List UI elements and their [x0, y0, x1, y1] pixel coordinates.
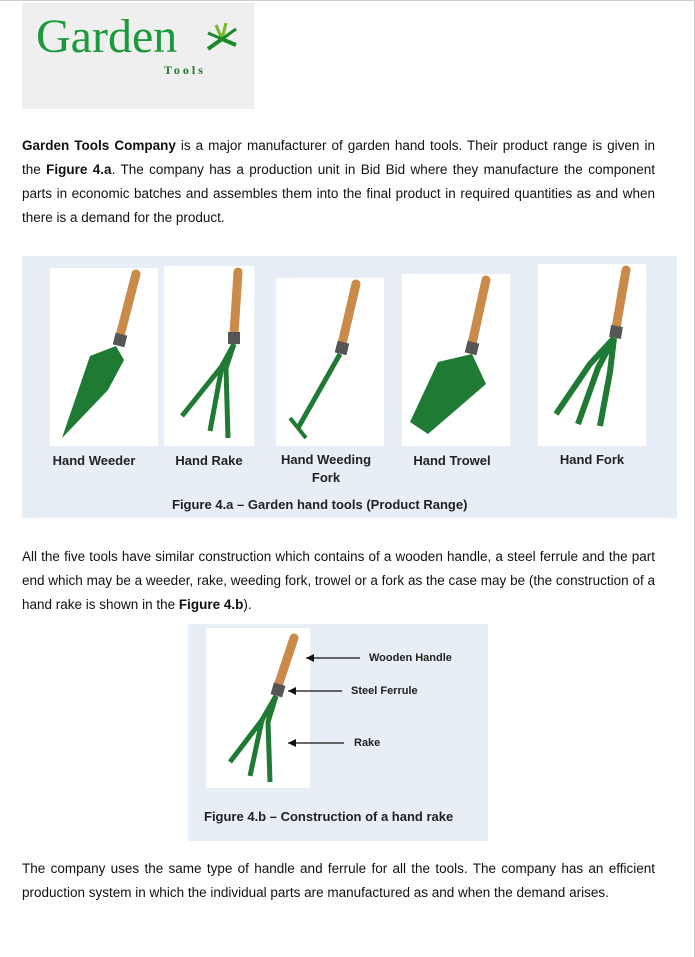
construction-text-1: All the five tools have similar construction which contains of a wooden handle, a steel ferrule and the part end which may be a weeder, rake, weeding fork, trowel or a fork as the case may be (the construction of a hand rake is shown in the — [22, 549, 655, 612]
hand-rake-image — [164, 266, 254, 446]
logo-subtitle: Tools — [164, 63, 206, 77]
closing-paragraph: The company uses the same type of handle and ferrule for all the tools. The company has an efficient production system in which the individual parts are manufactured as and when the demand arises. — [22, 861, 655, 900]
hand-trowel-image — [402, 274, 510, 446]
leaf-icon — [202, 19, 242, 55]
figure-a-caption: Figure 4.a – Garden hand tools (Product Range) — [172, 497, 468, 512]
figure-b-reference: Figure 4.b — [178, 597, 244, 612]
figure-b-panel — [188, 624, 488, 841]
label-steel-ferrule: Steel Ferrule — [351, 685, 418, 697]
tool-label-hand-trowel: Hand Trowel — [413, 453, 491, 468]
figure-b-caption: Figure 4.b – Construction of a hand rake — [204, 809, 454, 824]
hand-fork-image — [538, 264, 646, 446]
construction-paragraph — [22, 545, 655, 617]
tool-label-hand-rake: Hand Rake — [175, 453, 243, 468]
intro-paragraph — [22, 134, 655, 230]
label-rake: Rake — [354, 737, 381, 749]
company-logo — [22, 3, 254, 109]
figure-a-panel — [22, 256, 677, 518]
intro-text-1: is a major manufacturer of garden hand tools. Their product range is given in the — [22, 138, 655, 177]
tool-label-hand-fork: Hand Fork — [559, 452, 625, 467]
figure-a-reference: Figure 4.a — [46, 162, 112, 177]
label-wooden-handle: Wooden Handle — [369, 652, 452, 664]
intro-text-2: . The company has a production unit in Bid Bid where they manufacture the component parts in economic batches and assembles them into the final product in required quantities as and when there is a demand for the product. — [22, 162, 655, 225]
logo-word: Garden — [36, 10, 178, 63]
tool-label-hand-weeding-fork: Hand Weeding Fork — [280, 452, 372, 485]
hand-weeding-fork-image — [276, 278, 384, 446]
hand-weeder-image — [50, 268, 158, 446]
company-name: Garden Tools Company — [22, 138, 176, 153]
tool-label-hand-weeder: Hand Weeder — [52, 453, 136, 468]
construction-text-2: ). — [243, 597, 252, 612]
